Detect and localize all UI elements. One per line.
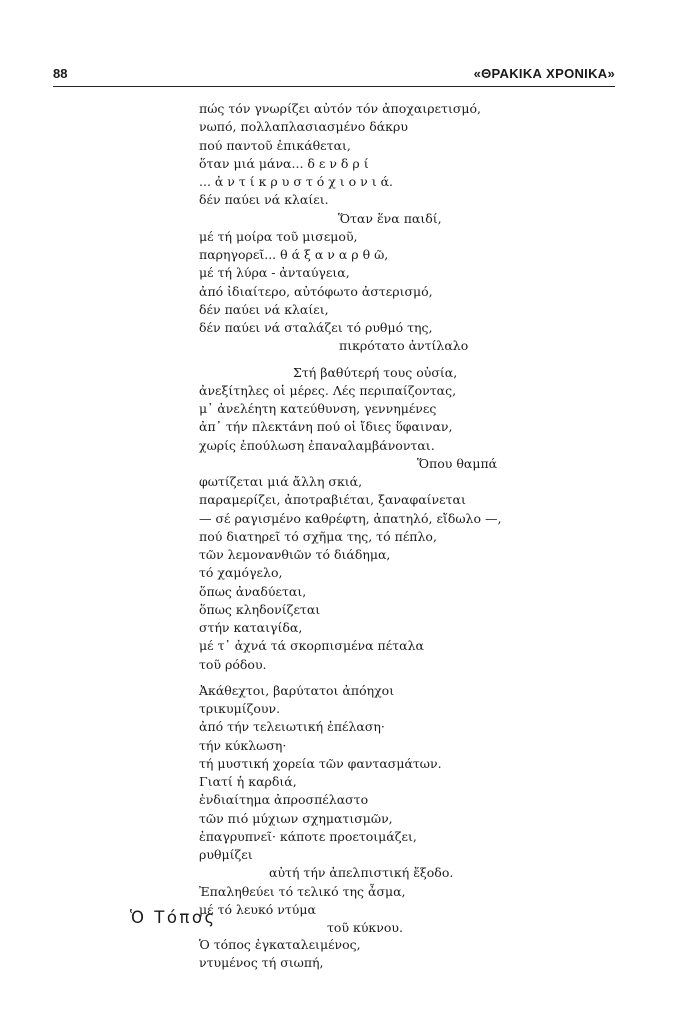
poem-line: μέ τή μοίρα τοῦ μισεμοῦ, — [199, 228, 358, 244]
poem-line: — σέ ραγισμένο καθρέφτη, ἀπατηλό, εἴδωλο —, — [199, 510, 502, 526]
poem-line: Ἀκάθεχτοι, βαρύτατοι ἀπόηχοι — [199, 682, 395, 698]
poem-line: δέν παύει νά κλαίει. — [199, 192, 329, 208]
poem-line: ἐπαγρυπνεῖ· κάποτε προετοιμάζει, — [199, 828, 417, 844]
poem-line: μέ τή λύρα - ἀνταύγεια, — [199, 265, 350, 281]
poem-line: πικρότατο ἀντίλαλο — [339, 338, 469, 354]
poem-line: ντυμένος τή σιωπή, — [199, 955, 324, 971]
poem-line: ὅπως κληδονίζεται — [199, 601, 321, 617]
poem-line: πού διατηρεῖ τό σχῆμα της, τό πέπλο, — [199, 528, 437, 544]
poem-line: Ὅταν ἕνα παιδί, — [338, 210, 442, 226]
poem-line: χωρίς ἐπούλωση ἐπαναλαμβάνονται. — [199, 437, 435, 453]
poem-line: τή μυστική χορεία τῶν φαντασμάτων. — [199, 755, 442, 771]
poem-line: παραμερίζει, ἀποτραβιέται, ξαναφαίνεται — [199, 492, 466, 508]
poem-line: τήν κύκλωση· — [199, 737, 287, 753]
poem-line: νωπό, πολλαπλασιασμένο δάκρυ — [199, 119, 408, 135]
poem-line: ... ἀ ν τ ί κ ρ υ σ τ ό χ ι ο ν ι ά. — [199, 174, 394, 189]
poem-line: ἀπό ἰδιαίτερο, αὐτόφωτο ἀστερισμό, — [199, 283, 433, 299]
poem-line: μέ τ᾽ ἀχνά τά σκορπισμένα πέταλα — [199, 638, 424, 654]
poem-line: ρυθμίζει — [199, 847, 253, 862]
poem-body — [199, 100, 619, 937]
poem-line: ἀπ᾽ τήν πλεκτάνη πού οἱ ἴδιες ὕφαιναν, — [199, 419, 453, 435]
section-title: Ὁ Τόπος — [130, 908, 217, 927]
poem-line: παρηγορεῖ... θ ά ξ α ν α ρ θ ῶ, — [199, 247, 389, 262]
poem-line: Ἐπαληθεύει τό τελικό της ἆσμα, — [199, 883, 406, 899]
poem-line: τῶν πιό μύχιων σχηματισμῶν, — [199, 810, 393, 826]
poem-line: ἀπό τήν τελειωτική ἐπέλαση· — [199, 719, 385, 735]
poem-line: τρικυμίζουν. — [199, 701, 281, 716]
poem-line: ἐνδιαίτημα ἀπροσπέλαστο — [199, 792, 369, 808]
poem-line: Γιατί ἡ καρδιά, — [199, 774, 297, 789]
poem-line: τοῦ κύκνου. — [327, 920, 403, 935]
poem-line: πώς τόν γνωρίζει αὐτόν τόν ἀποχαιρετισμό, — [199, 101, 481, 116]
header-rule — [53, 86, 615, 87]
poem-line: δέν παύει νά σταλάζει τό ρυθμό της, — [199, 320, 433, 335]
page-header — [53, 66, 615, 86]
poem-line: πού παντοῦ ἐπικάθεται, — [199, 137, 351, 153]
poem-line: μ᾽ ἀνελέητη κατεύθυνση, γεννημένες — [199, 401, 437, 416]
poem-line: φωτίζεται μιά ἄλλη σκιά, — [199, 474, 363, 489]
poem-line: ὅπως ἀναδύεται, — [199, 583, 307, 599]
poem-line: ὅταν μιά μάνα... δ ε ν δ ρ ί — [199, 155, 369, 171]
poem-line: στήν καταιγίδα, — [199, 620, 303, 635]
poem-line: Ὁ τόπος ἐγκαταλειμένος, — [199, 937, 361, 952]
poem-line: τό χαμόγελο, — [199, 565, 283, 581]
poem-line: τοῦ ρόδου. — [199, 656, 267, 672]
running-title: «ΘΡΑΚΙΚΑ ΧΡΟΝΙΚΑ» — [473, 66, 615, 81]
section-poem — [199, 936, 619, 973]
page-number: 88 — [53, 66, 68, 81]
poem-line: ἀνεξίτηλες οἱ μέρες. Λές περιπαίζοντας, — [199, 382, 457, 398]
poem-line: αὐτή τήν ἀπελπιστική ἔξοδο. — [269, 865, 454, 881]
poem-line: μέ τό λευκό ντύμα — [199, 901, 316, 917]
poem-line: δέν παύει νά κλαίει, — [199, 301, 329, 317]
poem-line: τῶν λεμονανθιῶν τό διάδημα, — [199, 547, 391, 562]
poem-line: Ὅπου θαμπά — [417, 455, 498, 471]
poem-line: Στή βαθύτερή τους οὐσία, — [293, 364, 458, 380]
